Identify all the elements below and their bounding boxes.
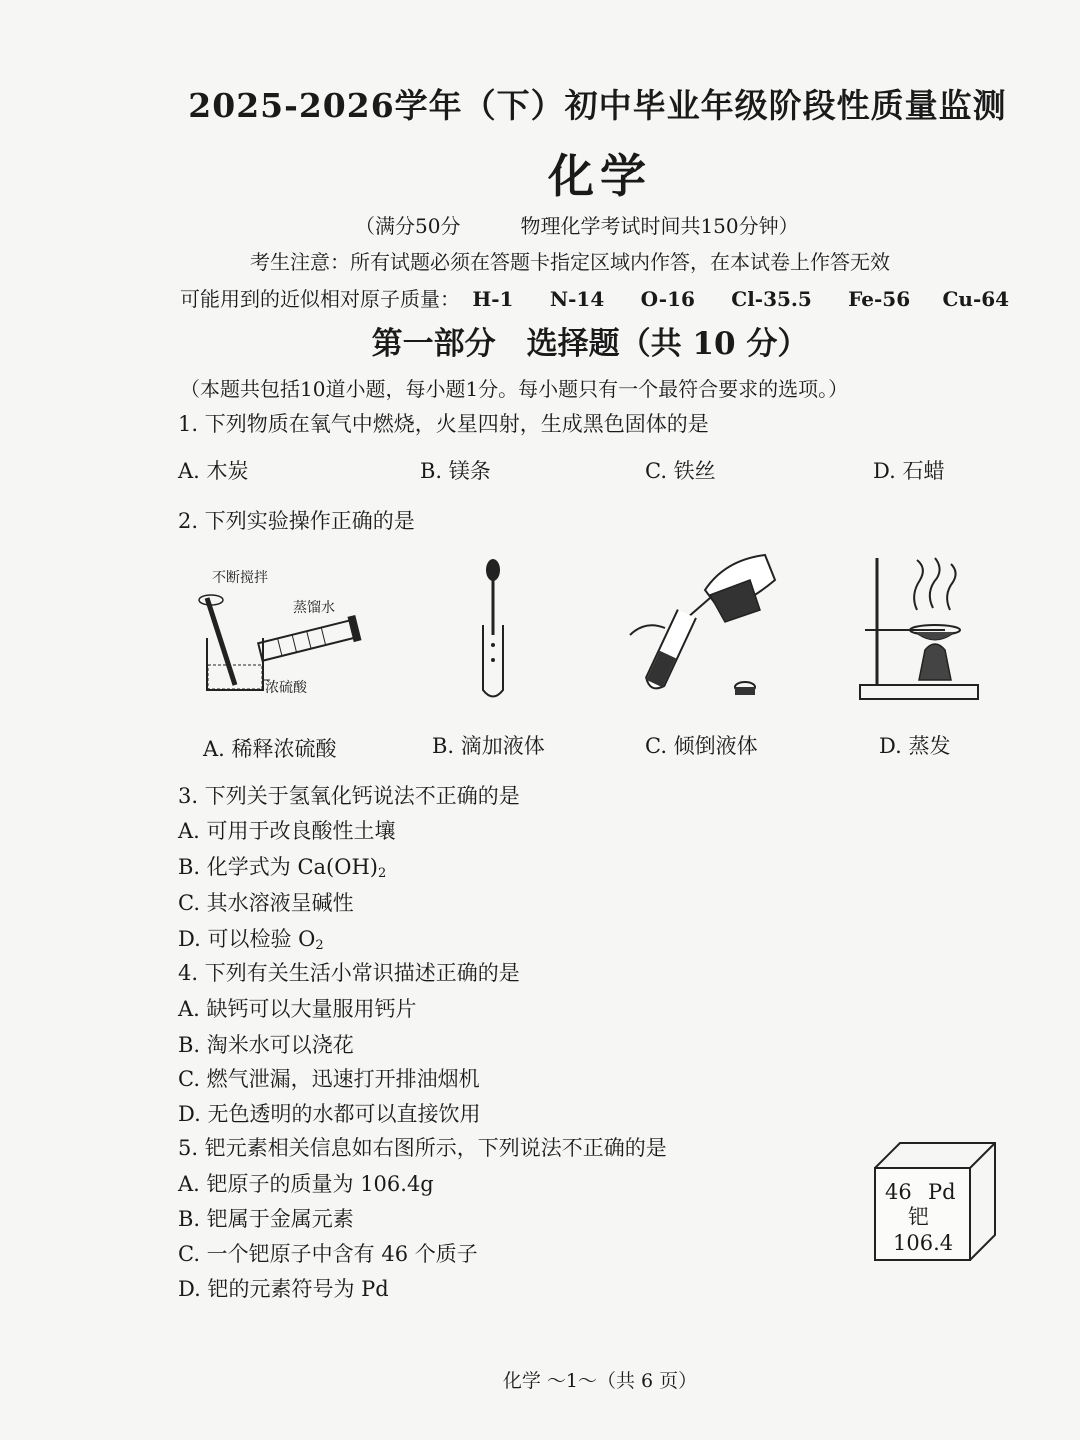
q2-stem: 2. 下列实验操作正确的是 xyxy=(178,509,415,533)
label-water: 蒸馏水 xyxy=(293,600,335,616)
q1-option-c: C. 铁丝 xyxy=(645,459,716,483)
q1-stem: 1. 下列物质在氧气中燃烧，火星四射，生成黑色固体的是 xyxy=(178,412,709,436)
mass-cl: Cl-35.5 xyxy=(731,287,812,311)
element-cell-pd xyxy=(870,1140,1000,1265)
q4-option-b: B. 淘米水可以浇花 xyxy=(178,1033,354,1057)
section-instructions: （本题共包括10道小题，每小题1分。每小题只有一个最符合要求的选项。） xyxy=(180,377,849,401)
dropper-bulb-icon xyxy=(486,559,500,581)
mass-o: O-16 xyxy=(640,287,695,311)
q1-option-a: A. 木炭 xyxy=(178,459,249,483)
q2-caption-b: B. 滴加液体 xyxy=(432,734,545,758)
tilted-tube-icon xyxy=(643,610,696,692)
mass-n: N-14 xyxy=(549,287,605,311)
mass-h: H-1 xyxy=(472,287,514,311)
exam-notice: 考生注意：所有试题必须在答题卡指定区域内作答，在本试卷上作答无效 xyxy=(250,250,890,274)
element-name: 钯 xyxy=(908,1205,929,1229)
mass-fe: Fe-56 xyxy=(848,287,911,311)
element-symbol: Pd xyxy=(928,1180,956,1204)
element-mass: 106.4 xyxy=(893,1231,954,1255)
subject-title: 化学 xyxy=(548,149,652,203)
label-stir: 不断搅拌 xyxy=(212,570,268,586)
q4-option-c: C. 燃气泄漏，迅速打开排油烟机 xyxy=(178,1067,480,1091)
figure-pouring xyxy=(625,550,785,705)
q1-option-b: B. 镁条 xyxy=(420,459,491,483)
q2-caption-a: A. 稀释浓硫酸 xyxy=(203,737,337,761)
exam-title: 2025-2026学年（下）初中毕业年级阶段性质量监测 xyxy=(188,86,1007,125)
section-title: 第一部分 选择题（共 10 分） xyxy=(371,326,809,362)
q5-option-b: B. 钯属于金属元素 xyxy=(178,1207,354,1231)
q4-option-a: A. 缺钙可以大量服用钙片 xyxy=(178,997,417,1021)
page-footer: 化学 ～1～（共 6 页） xyxy=(502,1370,698,1392)
q2-caption-c: C. 倾倒液体 xyxy=(645,734,758,758)
alcohol-lamp-icon xyxy=(919,644,951,680)
q3-option-b: B. 化学式为 $Ca(OH)_2$ xyxy=(178,855,387,881)
q5-option-c: C. 一个钯原子中含有 46 个质子 xyxy=(178,1242,478,1266)
q3-option-d: D. 可以检验 $O_2$ xyxy=(178,927,324,953)
q3-option-c: C. 其水溶液呈碱性 xyxy=(178,891,354,915)
cylinder-icon xyxy=(257,615,361,665)
q3-stem: 3. 下列关于氢氧化钙说法不正确的是 xyxy=(178,784,520,808)
q5-stem: 5. 钯元素相关信息如右图所示，下列说法不正确的是 xyxy=(178,1136,667,1160)
q2-caption-d: D. 蒸发 xyxy=(879,734,951,758)
label-acid: 浓硫酸 xyxy=(265,680,307,696)
figure-dilute-acid xyxy=(185,560,375,700)
glass-rod-icon xyxy=(207,598,235,685)
q5-option-a: A. 钯原子的质量为 106.4g xyxy=(178,1172,434,1196)
q1-option-d: D. 石蜡 xyxy=(873,459,945,483)
q5-option-d: D. 钯的元素符号为 Pd xyxy=(178,1277,389,1301)
stand-base-icon xyxy=(860,685,978,699)
figure-evaporation xyxy=(855,550,985,710)
figure-dropper xyxy=(468,555,518,705)
q3-option-a: A. 可用于改良酸性土壤 xyxy=(178,819,396,843)
q4-stem: 4. 下列有关生活小常识描述正确的是 xyxy=(178,961,520,985)
mass-cu: Cu-64 xyxy=(942,287,1010,311)
q4-option-d: D. 无色透明的水都可以直接饮用 xyxy=(178,1102,481,1126)
atomic-masses-label: 可能用到的近似相对原子质量： xyxy=(180,287,460,311)
element-number: 46 xyxy=(885,1180,912,1204)
score-info: （满分50分 物理化学考试时间共150分钟） xyxy=(355,214,799,238)
atomic-masses xyxy=(180,283,1009,312)
